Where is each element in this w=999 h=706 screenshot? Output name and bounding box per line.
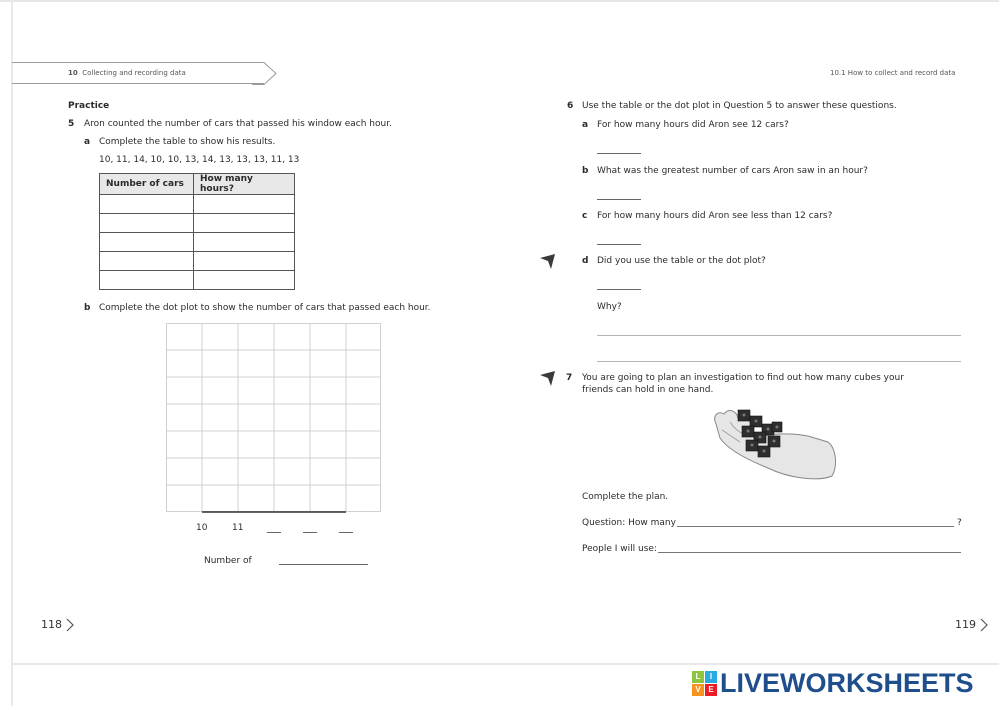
- q6b-text: What was the greatest number of cars Aron saw in an hour?: [597, 166, 868, 176]
- q5a-letter: a: [84, 137, 91, 147]
- q6d-text: Did you use the table or the dot plot?: [597, 256, 766, 266]
- question-answer-line[interactable]: [677, 526, 954, 527]
- liveworksheets-logo[interactable]: [692, 668, 974, 698]
- page-number-left: 118: [41, 618, 62, 631]
- logo-letter: L: [692, 671, 704, 683]
- axis-tick-blank[interactable]: [339, 532, 353, 533]
- cars-table: [99, 173, 295, 290]
- table-header-cars: Number of cars: [100, 174, 194, 195]
- table-cell-input[interactable]: [194, 214, 295, 233]
- practice-heading: Practice: [68, 101, 110, 111]
- q6c-answer-blank[interactable]: [597, 244, 641, 245]
- table-cell-input[interactable]: [194, 233, 295, 252]
- page-number-right: 119: [955, 618, 976, 631]
- question-mark: ?: [957, 518, 962, 528]
- axis-tick-blank[interactable]: [303, 532, 317, 533]
- chapter-title: Collecting and recording data: [82, 69, 186, 77]
- data-values: 10, 11, 14, 10, 10, 13, 14, 13, 13, 13, 11, 13: [99, 155, 300, 165]
- section-title: 10.1 How to collect and record data: [830, 69, 956, 77]
- table-row: [100, 233, 295, 252]
- logo-text: LIVEWORKSHEETS: [720, 667, 974, 698]
- axis-label: Number of: [204, 556, 252, 566]
- axis-tick-11: 11: [232, 523, 244, 533]
- complete-plan-label: Complete the plan.: [582, 492, 669, 502]
- question-label: Question: How many: [582, 518, 676, 528]
- q6c-letter: c: [582, 211, 588, 221]
- q5-number: 5: [68, 119, 75, 129]
- table-cell-input[interactable]: [194, 195, 295, 214]
- table-cell-input[interactable]: [100, 233, 194, 252]
- q5a-text: Complete the table to show his results.: [99, 137, 276, 147]
- q6a-letter: a: [582, 120, 589, 130]
- q6a-text: For how many hours did Aron see 12 cars?: [597, 120, 789, 130]
- why-label: Why?: [597, 302, 622, 312]
- q6c-text: For how many hours did Aron see less than 12 cars?: [597, 211, 833, 221]
- reasoning-marker-icon: [539, 253, 557, 271]
- q6d-answer-blank[interactable]: [597, 289, 641, 290]
- table-cell-input[interactable]: [194, 271, 295, 290]
- table-header-hours: How many hours?: [194, 174, 295, 195]
- q6d-letter: d: [582, 256, 589, 266]
- table-row: [100, 195, 295, 214]
- q7-text-line2: friends can hold in one hand.: [582, 385, 714, 395]
- q7-number: 7: [566, 373, 573, 383]
- table-cell-input[interactable]: [194, 252, 295, 271]
- chevron-right-icon: [66, 618, 75, 632]
- q6b-answer-blank[interactable]: [597, 199, 641, 200]
- logo-letter: E: [705, 684, 717, 696]
- chevron-right-icon: [980, 618, 989, 632]
- dot-plot-grid[interactable]: [166, 323, 382, 515]
- page-top-border: [0, 0, 999, 2]
- logo-letter: V: [692, 684, 704, 696]
- table-row: [100, 252, 295, 271]
- chapter-number: 10: [68, 69, 78, 77]
- chapter-header: [68, 69, 186, 77]
- logo-letter: I: [705, 671, 717, 683]
- q5-text: Aron counted the number of cars that passed his window each hour.: [84, 119, 392, 129]
- hand-holding-cubes-image: [708, 404, 840, 484]
- people-answer-line[interactable]: [658, 552, 961, 553]
- liveworksheets-logo-icon: [692, 671, 717, 696]
- axis-tick-10: 10: [196, 523, 208, 533]
- header-arrow-icon: [252, 62, 278, 86]
- table-cell-input[interactable]: [100, 214, 194, 233]
- axis-label-blank[interactable]: [279, 564, 368, 565]
- q5b-text: Complete the dot plot to show the number of cars that passed each hour.: [99, 303, 431, 313]
- q6-text: Use the table or the dot plot in Question 5 to answer these questions.: [582, 101, 897, 111]
- people-label: People I will use:: [582, 544, 657, 554]
- why-answer-line[interactable]: [597, 361, 961, 362]
- q5b-letter: b: [84, 303, 91, 313]
- table-cell-input[interactable]: [100, 195, 194, 214]
- table-header-row: [100, 174, 295, 195]
- axis-tick-blank[interactable]: [267, 532, 281, 533]
- footer-divider: [12, 663, 999, 665]
- q6b-letter: b: [582, 166, 589, 176]
- table-row: [100, 271, 295, 290]
- why-answer-line[interactable]: [597, 335, 961, 336]
- reasoning-marker-icon: [539, 370, 557, 388]
- q7-text-line1: You are going to plan an investigation to find out how many cubes your: [582, 373, 904, 383]
- q6a-answer-blank[interactable]: [597, 153, 641, 154]
- q6-number: 6: [567, 101, 574, 111]
- table-row: [100, 214, 295, 233]
- table-cell-input[interactable]: [100, 271, 194, 290]
- page-left-border: [11, 0, 13, 706]
- table-cell-input[interactable]: [100, 252, 194, 271]
